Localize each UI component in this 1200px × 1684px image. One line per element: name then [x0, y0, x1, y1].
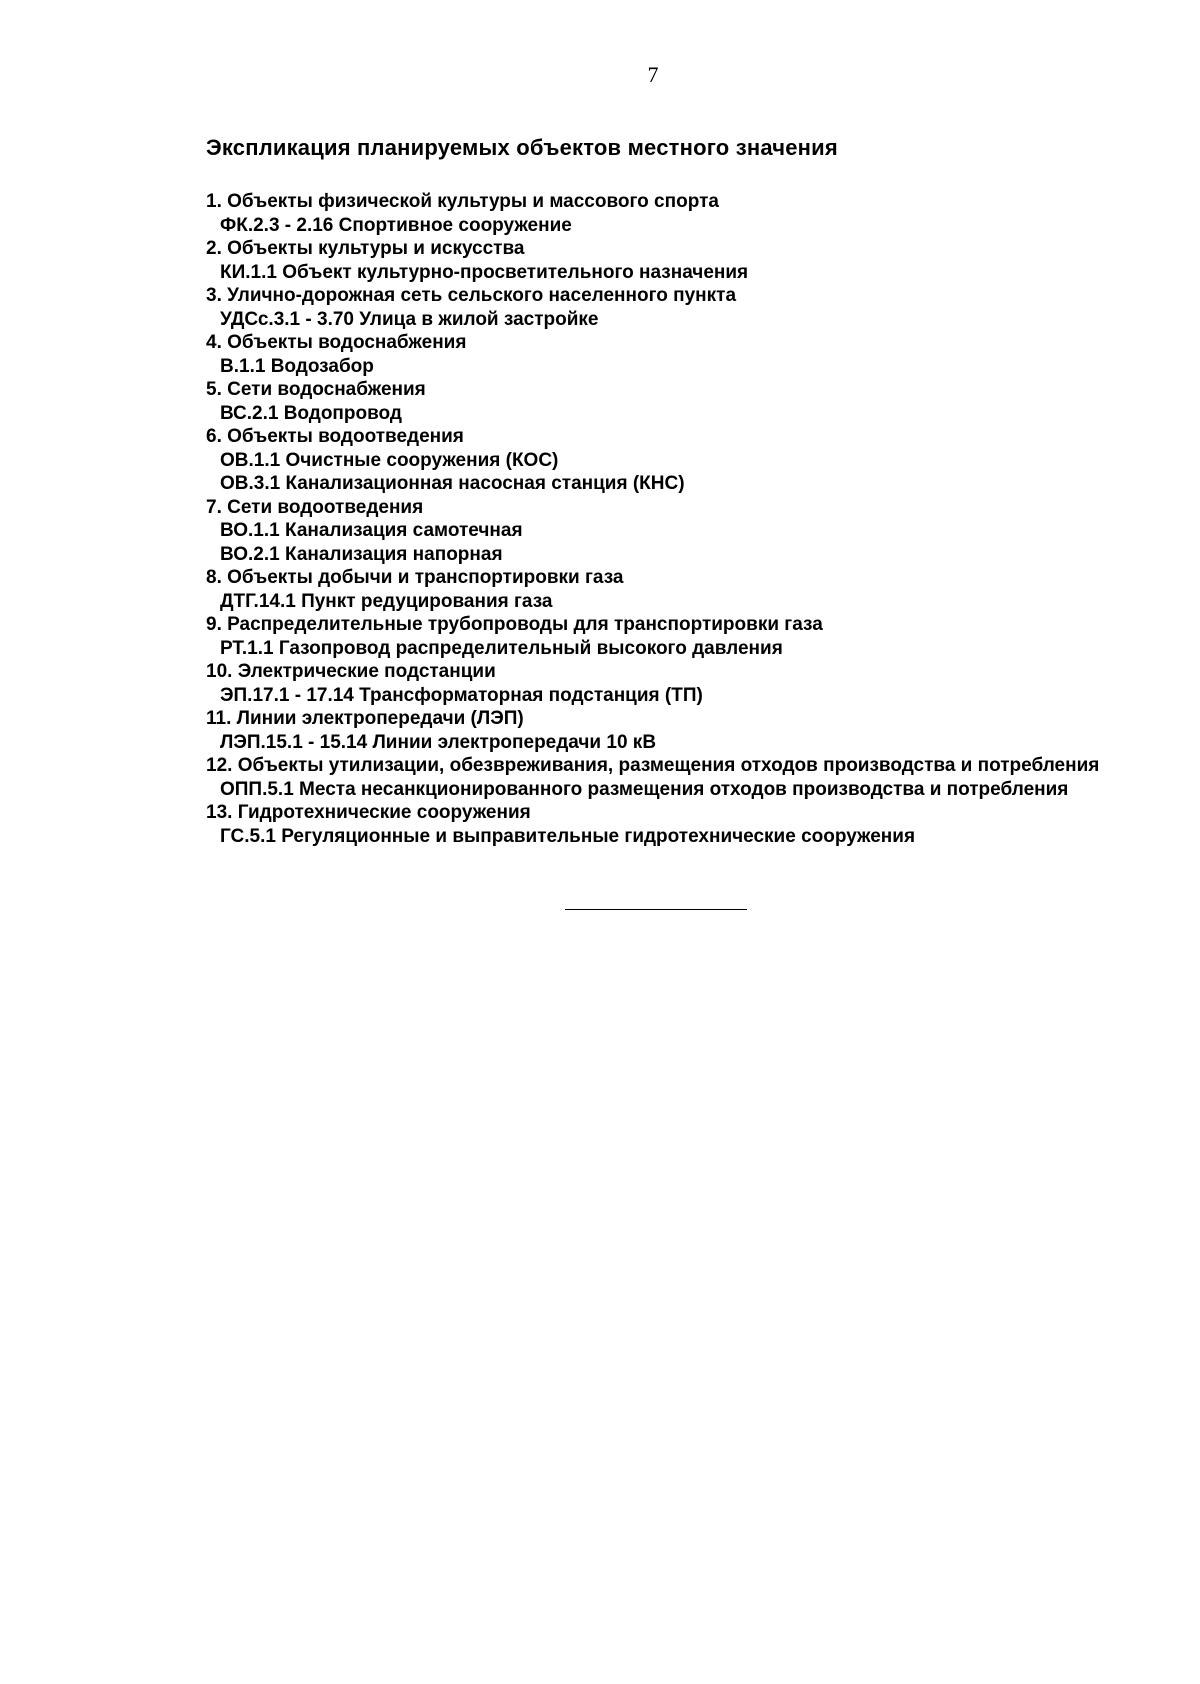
- page-number: 7: [647, 62, 659, 87]
- explication-list: [206, 190, 1099, 848]
- section-item: ЛЭП.15.1 - 15.14 Линии электропередачи 10 кВ: [220, 731, 657, 753]
- section-heading: 13. Гидротехнические сооружения: [206, 802, 531, 823]
- section-item: ГС.5.1 Регуляционные и выправительные гидротехнические сооружения: [220, 825, 916, 847]
- section-item: ВО.2.1 Канализация напорная: [220, 543, 503, 565]
- section-item: ОВ.1.1 Очистные сооружения (КОС): [220, 449, 559, 471]
- section-item: ДТГ.14.1 Пункт редуцирования газа: [220, 590, 553, 612]
- section-heading: 6. Объекты водоотведения: [206, 426, 464, 447]
- section-heading: 1. Объекты физической культуры и массового спорта: [206, 191, 719, 212]
- section-heading: 12. Объекты утилизации, обезвреживания, размещения отходов производства и потребления: [206, 755, 1100, 776]
- section-heading: 4. Объекты водоснабжения: [206, 332, 467, 353]
- section-item: ЭП.17.1 - 17.14 Трансформаторная подстанция (ТП): [220, 684, 703, 706]
- section-item: В.1.1 Водозабор: [220, 355, 374, 377]
- section-heading: 9. Распределительные трубопроводы для транспортировки газа: [206, 614, 823, 635]
- section-item: ВС.2.1 Водопровод: [220, 402, 402, 424]
- section-heading: 7. Сети водоотведения: [206, 496, 424, 518]
- section-item: КИ.1.1 Объект культурно-просветительного назначения: [220, 261, 749, 283]
- section-item: РТ.1.1 Газопровод распределительный высокого давления: [220, 637, 783, 659]
- section-item: УДСс.3.1 - 3.70 Улица в жилой застройке: [220, 308, 599, 330]
- section-item: ОПП.5.1 Места несанкционированного размещения отходов производства и потребления: [220, 778, 1069, 800]
- section-heading: 2. Объекты культуры и искусства: [206, 238, 525, 259]
- section-item: ВО.1.1 Канализация самотечная: [220, 520, 523, 541]
- section-heading: 10. Электрические подстанции: [206, 661, 496, 682]
- document-title: Экспликация планируемых объектов местного значения: [206, 135, 838, 160]
- section-heading: 5. Сети водоснабжения: [206, 379, 426, 400]
- section-heading: 3. Улично-дорожная сеть сельского населенного пункта: [206, 285, 737, 306]
- section-heading: 11. Линии электропередачи (ЛЭП): [206, 708, 524, 729]
- section-heading: 8. Объекты добычи и транспортировки газа: [206, 567, 624, 588]
- section-item: ФК.2.3 - 2.16 Спортивное сооружение: [220, 214, 572, 236]
- section-item: ОВ.3.1 Канализационная насосная станция (КНС): [220, 473, 685, 494]
- end-divider: [565, 909, 747, 910]
